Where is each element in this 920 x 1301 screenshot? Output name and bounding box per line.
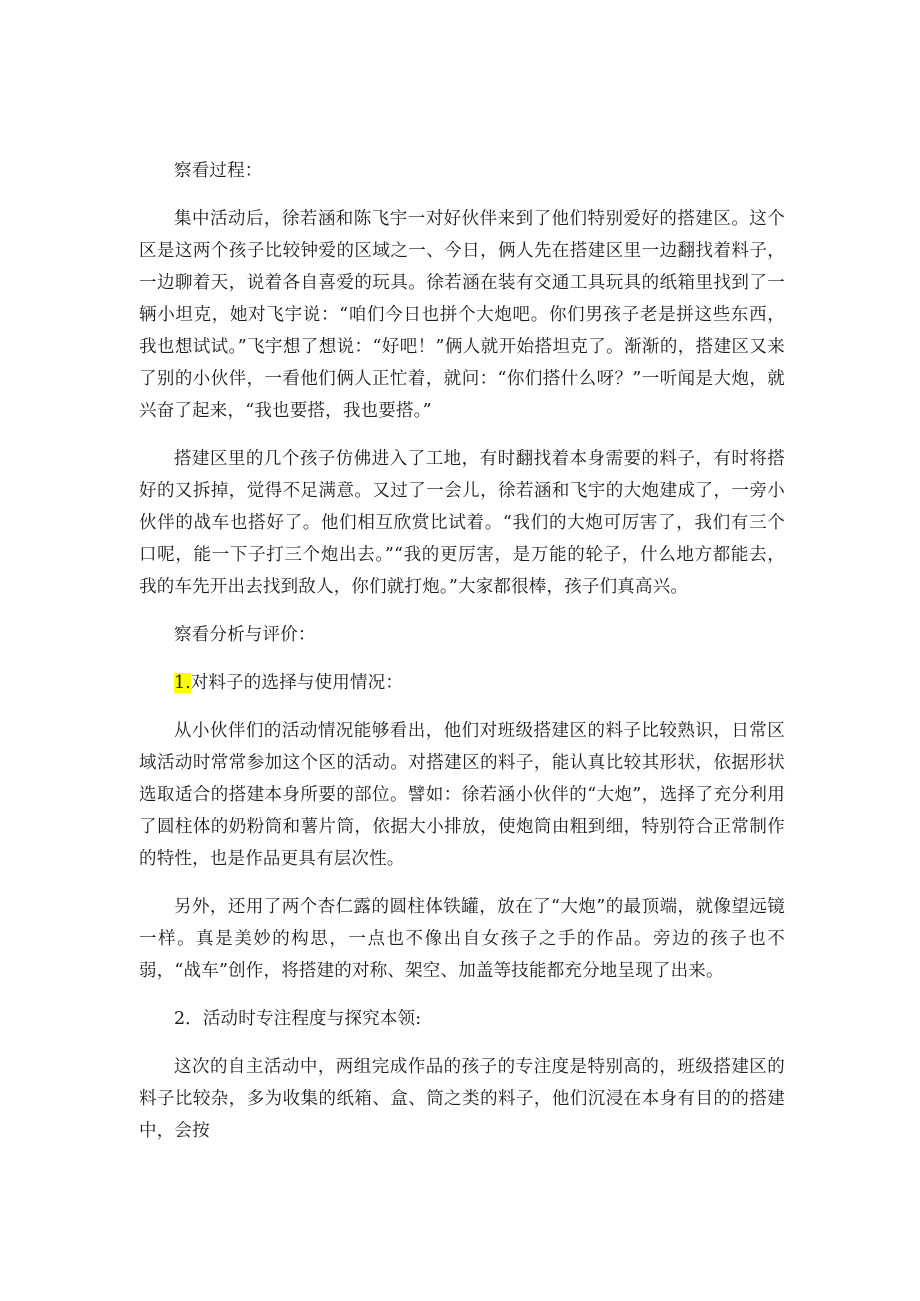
list-item-1-number-highlighted: 1. (174, 673, 191, 693)
paragraph-building-area: 搭建区里的几个孩子仿佛进入了工地，有时翻找着本身需要的料子，有时将搭好的又拆掉，觉得不足满意。又过了一会儿，徐若涵和飞宇的大炮建成了，一旁小伙伴的战车也搭好了。他们相互欣赏比试着。“我们的大炮可厉害了，我们有三个口呢，能一下子打三个炮出去。”“我的更厉害，是万能的轮子，什么地方都能去，我的车先开出去找到敌人，你们就打炮。”大家都很棒，孩子们真高兴。 (139, 449, 785, 597)
list-item-2 (139, 1003, 785, 1035)
paragraph-focus: 这次的自主活动中，两组完成作品的孩子的专注度是特别高的，班级搭建区的料子比较杂，多为收集的纸箱、盒、筒之类的料子，他们沉浸在本身有目的的搭建中，会按 (139, 1057, 785, 1141)
paragraph-material-choice: 从小伙伴们的活动情况能够看出，他们对班级搭建区的料子比较熟识，日常区域活动时常常参加这个区的活动。对搭建区的料子，能认真比较其形状，依据形状选取适合的搭建本身所要的部位。譬如：徐若涵小伙伴的“大炮”，选择了充分利用了圆柱体的奶粉筒和薯片筒，依据大小排放，使炮筒由粗到细，特别符合正常制作的特性，也是作品更具有层次性。 (139, 721, 785, 869)
document-body (139, 155, 785, 1163)
list-item-1 (139, 667, 785, 699)
list-item-1-text: 对料子的选择与使用情况： (190, 673, 404, 693)
list-item-2-text: ．活动时专注程度与探究本领: (185, 1009, 422, 1029)
list-item-2-number: 2 (174, 1009, 186, 1029)
paragraph-activity-start: 集中活动后，徐若涵和陈飞宇一对好伙伴来到了他们特别爱好的搭建区。这个区是这两个孩子比较钟爱的区域之一、今日，俩人先在搭建区里一边翻找着料子，一边聊着天，说着各自喜爱的玩具。徐若涵在装有交通工具玩具的纸箱里找到了一辆小坦克，她对飞宇说：“咱们今日也拼个大炮吧。你们男孩子老是拼这些东西，我也想试试。”飞宇想了想说：“好吧！”俩人就开始搭坦克了。渐渐的，搭建区又来了别的小伙伴，一看他们俩人正忙着，就问：“你们搭什么呀？”一听闻是大炮，就兴奋了起来，“我也要搭，我也要搭。” (139, 209, 785, 421)
paragraph-additional: 另外，还用了两个杏仁露的圆柱体铁罐，放在了“大炮”的最顶端，就像望远镜一样。真是美妙的构思，一点也不像出自女孩子之手的作品。旁边的孩子也不弱，“战车”创作，将搭建的对称、架空、加盖等技能都充分地呈现了出来。 (139, 897, 785, 981)
heading-observation-process: 察看过程： (174, 161, 263, 181)
heading-analysis-evaluation: 察看分析与评价： (174, 625, 316, 645)
